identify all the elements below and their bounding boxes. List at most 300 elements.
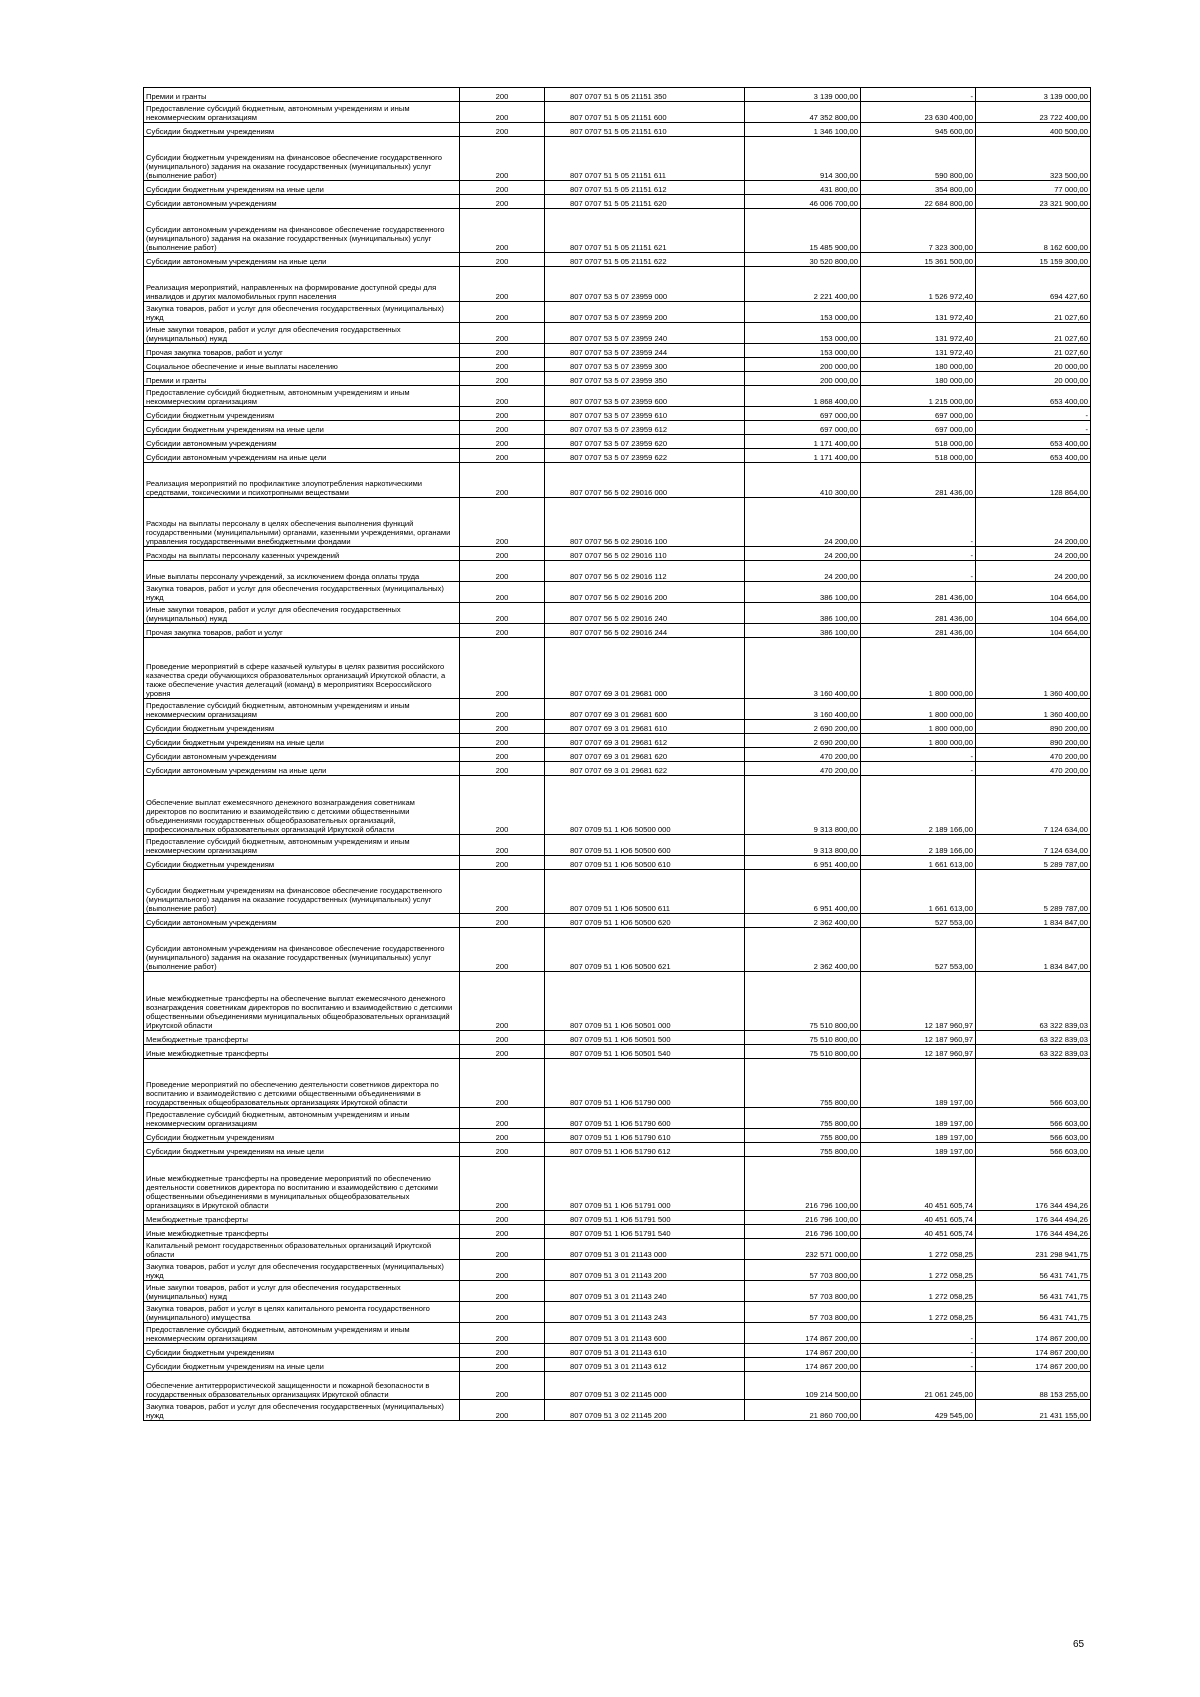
- row-admin-code: 200: [460, 720, 545, 734]
- row-classification-code: 807 0709 51 1 Ю6 51790 600: [545, 1108, 745, 1129]
- table-row: [144, 1372, 1091, 1400]
- row-classification-code: 807 0709 51 1 Ю6 50501 500: [545, 1031, 745, 1045]
- row-classification-code: 807 0709 51 1 Ю6 50500 620: [545, 914, 745, 928]
- row-executed-amount: 281 436,00: [861, 463, 976, 498]
- row-assigned-amount: 216 796 100,00: [745, 1211, 861, 1225]
- row-executed-amount: -: [861, 762, 976, 776]
- row-assigned-amount: 153 000,00: [745, 323, 861, 344]
- row-executed-amount: 7 323 300,00: [861, 209, 976, 253]
- row-admin-code: 200: [460, 762, 545, 776]
- table-row: [144, 547, 1091, 561]
- row-assigned-amount: 9 313 800,00: [745, 776, 861, 835]
- table-row: [144, 102, 1091, 123]
- row-description: Субсидии бюджетным учреждениям на иные цели: [144, 181, 460, 195]
- table-row: [144, 1225, 1091, 1239]
- row-classification-code: 807 0709 51 1 Ю6 51791 540: [545, 1225, 745, 1239]
- row-unexecuted-amount: 3 139 000,00: [976, 88, 1091, 102]
- row-assigned-amount: 174 867 200,00: [745, 1344, 861, 1358]
- row-unexecuted-amount: 88 153 255,00: [976, 1372, 1091, 1400]
- row-unexecuted-amount: 653 400,00: [976, 449, 1091, 463]
- row-admin-code: 200: [460, 498, 545, 547]
- row-admin-code: 200: [460, 1344, 545, 1358]
- row-description: Субсидии бюджетным учреждениям на иные цели: [144, 734, 460, 748]
- row-classification-code: 807 0707 53 5 07 23959 600: [545, 386, 745, 407]
- row-admin-code: 200: [460, 386, 545, 407]
- row-classification-code: 807 0707 51 5 05 21151 600: [545, 102, 745, 123]
- row-executed-amount: 21 061 245,00: [861, 1372, 976, 1400]
- row-executed-amount: 281 436,00: [861, 603, 976, 624]
- row-classification-code: 807 0707 53 5 07 23959 350: [545, 372, 745, 386]
- row-admin-code: 200: [460, 1143, 545, 1157]
- table-row: [144, 762, 1091, 776]
- row-classification-code: 807 0707 56 5 02 29016 112: [545, 561, 745, 582]
- row-assigned-amount: 24 200,00: [745, 561, 861, 582]
- row-assigned-amount: 410 300,00: [745, 463, 861, 498]
- row-admin-code: 200: [460, 253, 545, 267]
- row-admin-code: 200: [460, 1129, 545, 1143]
- row-admin-code: 200: [460, 856, 545, 870]
- row-classification-code: 807 0709 51 1 Ю6 50500 611: [545, 870, 745, 914]
- row-unexecuted-amount: 176 344 494,26: [976, 1211, 1091, 1225]
- row-classification-code: 807 0707 56 5 02 29016 244: [545, 624, 745, 638]
- row-assigned-amount: 216 796 100,00: [745, 1225, 861, 1239]
- row-executed-amount: 1 272 058,25: [861, 1281, 976, 1302]
- row-classification-code: 807 0709 51 1 Ю6 50501 000: [545, 972, 745, 1031]
- row-executed-amount: 518 000,00: [861, 435, 976, 449]
- row-executed-amount: 590 800,00: [861, 137, 976, 181]
- row-assigned-amount: 24 200,00: [745, 498, 861, 547]
- table-row: [144, 267, 1091, 302]
- row-classification-code: 807 0707 53 5 07 23959 612: [545, 421, 745, 435]
- row-classification-code: 807 0707 69 3 01 29681 622: [545, 762, 745, 776]
- table-row: [144, 1059, 1091, 1108]
- row-unexecuted-amount: 176 344 494,26: [976, 1225, 1091, 1239]
- row-executed-amount: -: [861, 1323, 976, 1344]
- row-unexecuted-amount: 56 431 741,75: [976, 1281, 1091, 1302]
- row-unexecuted-amount: 24 200,00: [976, 498, 1091, 547]
- row-assigned-amount: 914 300,00: [745, 137, 861, 181]
- row-classification-code: 807 0707 69 3 01 29681 600: [545, 699, 745, 720]
- row-unexecuted-amount: 63 322 839,03: [976, 1045, 1091, 1059]
- row-description: Премии и гранты: [144, 88, 460, 102]
- row-unexecuted-amount: 174 867 200,00: [976, 1344, 1091, 1358]
- row-unexecuted-amount: 24 200,00: [976, 561, 1091, 582]
- row-assigned-amount: 153 000,00: [745, 302, 861, 323]
- row-assigned-amount: 174 867 200,00: [745, 1358, 861, 1372]
- row-description: Субсидии бюджетным учреждениям: [144, 407, 460, 421]
- table-row: [144, 1031, 1091, 1045]
- row-unexecuted-amount: 20 000,00: [976, 372, 1091, 386]
- row-executed-amount: 180 000,00: [861, 372, 976, 386]
- row-unexecuted-amount: 23 321 900,00: [976, 195, 1091, 209]
- row-assigned-amount: 3 139 000,00: [745, 88, 861, 102]
- row-description: Закупка товаров, работ и услуг в целях капитального ремонта государственного (муниципального) имущества: [144, 1302, 460, 1323]
- row-description: Предоставление субсидий бюджетным, автономным учреждениям и иным некоммерческим организациям: [144, 1108, 460, 1129]
- row-classification-code: 807 0707 51 5 05 21151 622: [545, 253, 745, 267]
- row-description: Субсидии бюджетным учреждениям на финансовое обеспечение государственного (муниципального) задания на оказание государственных (муниципальных) услуг (выполнение работ): [144, 137, 460, 181]
- table-row: [144, 1108, 1091, 1129]
- row-description: Иные межбюджетные трансферты на обеспечение выплат ежемесячного денежного вознаграждения советникам директоров по воспитанию и взаимодействию с детскими общественными объединениями муниципальных общеобразовательных организаций Иркутской области: [144, 972, 460, 1031]
- row-admin-code: 200: [460, 1323, 545, 1344]
- table-row: [144, 372, 1091, 386]
- row-classification-code: 807 0707 51 5 05 21151 621: [545, 209, 745, 253]
- row-description: Реализация мероприятий по профилактике злоупотребления наркотическими средствами, токсическими и психотропными веществами: [144, 463, 460, 498]
- table-row: [144, 1045, 1091, 1059]
- row-assigned-amount: 21 860 700,00: [745, 1400, 861, 1421]
- row-classification-code: 807 0709 51 1 Ю6 50500 610: [545, 856, 745, 870]
- row-description: Иные закупки товаров, работ и услуг для обеспечения государственных (муниципальных) нужд: [144, 1281, 460, 1302]
- row-assigned-amount: 75 510 800,00: [745, 1031, 861, 1045]
- table-row: [144, 1344, 1091, 1358]
- row-executed-amount: 527 553,00: [861, 914, 976, 928]
- table-row: [144, 1239, 1091, 1260]
- table-row: [144, 748, 1091, 762]
- row-executed-amount: 1 800 000,00: [861, 720, 976, 734]
- row-description: Закупка товаров, работ и услуг для обеспечения государственных (муниципальных) нужд: [144, 1260, 460, 1281]
- row-assigned-amount: 216 796 100,00: [745, 1157, 861, 1211]
- row-description: Субсидии бюджетным учреждениям: [144, 1129, 460, 1143]
- table-row: [144, 1302, 1091, 1323]
- row-assigned-amount: 75 510 800,00: [745, 1045, 861, 1059]
- row-unexecuted-amount: 566 603,00: [976, 1129, 1091, 1143]
- row-assigned-amount: 2 362 400,00: [745, 928, 861, 972]
- row-assigned-amount: 755 800,00: [745, 1129, 861, 1143]
- row-unexecuted-amount: 23 722 400,00: [976, 102, 1091, 123]
- row-assigned-amount: 15 485 900,00: [745, 209, 861, 253]
- row-description: Проведение мероприятий по обеспечению деятельности советников директора по воспитанию и взаимодействию с детскими общественными объединениями в государственных общеобразовательных организациях Иркутской области: [144, 1059, 460, 1108]
- row-assigned-amount: 1 171 400,00: [745, 435, 861, 449]
- row-unexecuted-amount: 470 200,00: [976, 762, 1091, 776]
- row-admin-code: 200: [460, 1225, 545, 1239]
- row-unexecuted-amount: 20 000,00: [976, 358, 1091, 372]
- row-admin-code: 200: [460, 547, 545, 561]
- row-executed-amount: 1 800 000,00: [861, 699, 976, 720]
- row-admin-code: 200: [460, 1260, 545, 1281]
- page-number: 65: [1073, 1639, 1085, 1650]
- table-row: [144, 734, 1091, 748]
- row-unexecuted-amount: 77 000,00: [976, 181, 1091, 195]
- row-unexecuted-amount: 231 298 941,75: [976, 1239, 1091, 1260]
- row-description: Субсидии бюджетным учреждениям: [144, 720, 460, 734]
- row-unexecuted-amount: 1 834 847,00: [976, 914, 1091, 928]
- row-admin-code: 200: [460, 344, 545, 358]
- row-unexecuted-amount: 56 431 741,75: [976, 1260, 1091, 1281]
- row-executed-amount: -: [861, 88, 976, 102]
- row-admin-code: 200: [460, 407, 545, 421]
- row-classification-code: 807 0709 51 1 Ю6 51790 612: [545, 1143, 745, 1157]
- table-row: [144, 561, 1091, 582]
- row-executed-amount: 1 800 000,00: [861, 638, 976, 699]
- row-assigned-amount: 9 313 800,00: [745, 835, 861, 856]
- row-description: Капитальный ремонт государственных образовательных организаций Иркутской области: [144, 1239, 460, 1260]
- row-admin-code: 200: [460, 638, 545, 699]
- row-executed-amount: -: [861, 498, 976, 547]
- table-row: [144, 1281, 1091, 1302]
- row-unexecuted-amount: 21 027,60: [976, 302, 1091, 323]
- row-admin-code: 200: [460, 928, 545, 972]
- row-classification-code: 807 0707 56 5 02 29016 100: [545, 498, 745, 547]
- row-classification-code: 807 0709 51 3 01 21143 200: [545, 1260, 745, 1281]
- row-executed-amount: -: [861, 1358, 976, 1372]
- row-admin-code: 200: [460, 1302, 545, 1323]
- row-classification-code: 807 0709 51 3 01 21143 000: [545, 1239, 745, 1260]
- row-executed-amount: 131 972,40: [861, 302, 976, 323]
- table-row: [144, 88, 1091, 102]
- row-unexecuted-amount: 56 431 741,75: [976, 1302, 1091, 1323]
- row-description: Иные закупки товаров, работ и услуг для обеспечения государственных (муниципальных) нужд: [144, 603, 460, 624]
- row-unexecuted-amount: 400 500,00: [976, 123, 1091, 137]
- row-unexecuted-amount: 104 664,00: [976, 624, 1091, 638]
- row-classification-code: 807 0707 53 5 07 23959 620: [545, 435, 745, 449]
- row-admin-code: 200: [460, 302, 545, 323]
- row-description: Иные межбюджетные трансферты на проведение мероприятий по обеспечению деятельности советников директора по воспитанию и взаимодействию с детскими общественными объединениями в муниципальных общеобразовательных организациях в Иркутской области: [144, 1157, 460, 1211]
- row-unexecuted-amount: 7 124 634,00: [976, 776, 1091, 835]
- row-assigned-amount: 1 346 100,00: [745, 123, 861, 137]
- row-unexecuted-amount: 21 027,60: [976, 344, 1091, 358]
- row-executed-amount: 1 661 613,00: [861, 870, 976, 914]
- row-admin-code: 200: [460, 603, 545, 624]
- row-unexecuted-amount: 63 322 839,03: [976, 1031, 1091, 1045]
- row-executed-amount: 12 187 960,97: [861, 1045, 976, 1059]
- row-unexecuted-amount: 1 834 847,00: [976, 928, 1091, 972]
- row-admin-code: 200: [460, 435, 545, 449]
- row-classification-code: 807 0709 51 3 01 21143 612: [545, 1358, 745, 1372]
- row-classification-code: 807 0707 56 5 02 29016 240: [545, 603, 745, 624]
- row-executed-amount: 189 197,00: [861, 1059, 976, 1108]
- row-unexecuted-amount: 15 159 300,00: [976, 253, 1091, 267]
- row-unexecuted-amount: 566 603,00: [976, 1108, 1091, 1129]
- row-admin-code: 200: [460, 1059, 545, 1108]
- row-executed-amount: 697 000,00: [861, 421, 976, 435]
- row-assigned-amount: 109 214 500,00: [745, 1372, 861, 1400]
- row-description: Предоставление субсидий бюджетным, автономным учреждениям и иным некоммерческим организациям: [144, 102, 460, 123]
- row-unexecuted-amount: -: [976, 421, 1091, 435]
- row-admin-code: 200: [460, 102, 545, 123]
- table-row: [144, 1211, 1091, 1225]
- row-executed-amount: 2 189 166,00: [861, 835, 976, 856]
- row-description: Премии и гранты: [144, 372, 460, 386]
- table-row: [144, 449, 1091, 463]
- row-classification-code: 807 0707 69 3 01 29681 610: [545, 720, 745, 734]
- row-description: Предоставление субсидий бюджетным, автономным учреждениям и иным некоммерческим организациям: [144, 835, 460, 856]
- row-description: Субсидии автономным учреждениям на финансовое обеспечение государственного (муниципального) задания на оказание государственных (муниципальных) услуг (выполнение работ): [144, 209, 460, 253]
- table-row: [144, 1129, 1091, 1143]
- row-classification-code: 807 0709 51 3 01 21143 600: [545, 1323, 745, 1344]
- table-row: [144, 1323, 1091, 1344]
- row-unexecuted-amount: 890 200,00: [976, 734, 1091, 748]
- row-assigned-amount: 2 221 400,00: [745, 267, 861, 302]
- row-description: Обеспечение выплат ежемесячного денежного вознаграждения советникам директоров по воспитанию и взаимодействию с детскими общественными объединениями государственных общеобразовательных организаций, профессиональных образовательных организаций Иркутской области: [144, 776, 460, 835]
- row-classification-code: 807 0709 51 3 01 21143 243: [545, 1302, 745, 1323]
- row-assigned-amount: 75 510 800,00: [745, 972, 861, 1031]
- table-row: [144, 856, 1091, 870]
- row-classification-code: 807 0707 51 5 05 21151 611: [545, 137, 745, 181]
- table-row: [144, 498, 1091, 547]
- row-executed-amount: 189 197,00: [861, 1129, 976, 1143]
- row-description: Прочая закупка товаров, работ и услуг: [144, 624, 460, 638]
- row-assigned-amount: 1 171 400,00: [745, 449, 861, 463]
- table-row: [144, 323, 1091, 344]
- row-executed-amount: -: [861, 1344, 976, 1358]
- row-description: Субсидии бюджетным учреждениям: [144, 856, 460, 870]
- row-unexecuted-amount: 63 322 839,03: [976, 972, 1091, 1031]
- row-admin-code: 200: [460, 323, 545, 344]
- row-description: Субсидии автономным учреждениям: [144, 748, 460, 762]
- row-classification-code: 807 0709 51 3 01 21143 240: [545, 1281, 745, 1302]
- row-classification-code: 807 0709 51 3 02 21145 000: [545, 1372, 745, 1400]
- row-admin-code: 200: [460, 1372, 545, 1400]
- row-description: Субсидии автономным учреждениям на иные цели: [144, 762, 460, 776]
- row-assigned-amount: 6 951 400,00: [745, 870, 861, 914]
- row-admin-code: 200: [460, 734, 545, 748]
- row-admin-code: 200: [460, 699, 545, 720]
- row-classification-code: 807 0709 51 1 Ю6 51791 500: [545, 1211, 745, 1225]
- row-description: Субсидии бюджетным учреждениям на финансовое обеспечение государственного (муниципального) задания на оказание государственных (муниципальных) услуг (выполнение работ): [144, 870, 460, 914]
- row-admin-code: 200: [460, 137, 545, 181]
- row-unexecuted-amount: 653 400,00: [976, 435, 1091, 449]
- table-row: [144, 603, 1091, 624]
- row-admin-code: 200: [460, 748, 545, 762]
- row-classification-code: 807 0707 53 5 07 23959 240: [545, 323, 745, 344]
- row-admin-code: 200: [460, 123, 545, 137]
- row-unexecuted-amount: 1 360 400,00: [976, 699, 1091, 720]
- row-unexecuted-amount: 323 500,00: [976, 137, 1091, 181]
- row-classification-code: 807 0709 51 3 01 21143 610: [545, 1344, 745, 1358]
- row-admin-code: 200: [460, 195, 545, 209]
- row-admin-code: 200: [460, 776, 545, 835]
- row-executed-amount: 945 600,00: [861, 123, 976, 137]
- row-unexecuted-amount: 24 200,00: [976, 547, 1091, 561]
- row-executed-amount: 189 197,00: [861, 1143, 976, 1157]
- row-description: Иные межбюджетные трансферты: [144, 1225, 460, 1239]
- row-executed-amount: 354 800,00: [861, 181, 976, 195]
- row-assigned-amount: 470 200,00: [745, 748, 861, 762]
- row-description: Проведение мероприятий в сфере казачьей культуры в целях развития российского казачества среди обучающихся образовательных организаций Иркутской области, а также обеспечение участия делегаций (команд) в мероприятиях Всероссийского уровня: [144, 638, 460, 699]
- row-description: Субсидии бюджетным учреждениям на иные цели: [144, 421, 460, 435]
- budget-table: [143, 87, 1091, 1421]
- row-description: Иные закупки товаров, работ и услуг для обеспечения государственных (муниципальных) нужд: [144, 323, 460, 344]
- row-assigned-amount: 470 200,00: [745, 762, 861, 776]
- row-classification-code: 807 0707 56 5 02 29016 000: [545, 463, 745, 498]
- row-executed-amount: 40 451 605,74: [861, 1157, 976, 1211]
- row-classification-code: 807 0709 51 1 Ю6 50500 000: [545, 776, 745, 835]
- row-assigned-amount: 200 000,00: [745, 372, 861, 386]
- row-description: Предоставление субсидий бюджетным, автономным учреждениям и иным некоммерческим организациям: [144, 699, 460, 720]
- row-unexecuted-amount: 21 431 155,00: [976, 1400, 1091, 1421]
- row-classification-code: 807 0709 51 1 Ю6 50501 540: [545, 1045, 745, 1059]
- table-row: [144, 123, 1091, 137]
- table-row: [144, 776, 1091, 835]
- row-classification-code: 807 0709 51 1 Ю6 51790 610: [545, 1129, 745, 1143]
- row-unexecuted-amount: 470 200,00: [976, 748, 1091, 762]
- row-description: Обеспечение антитеррористической защищенности и пожарной безопасности в государственных образовательных организациях Иркутской области: [144, 1372, 460, 1400]
- row-unexecuted-amount: 1 360 400,00: [976, 638, 1091, 699]
- row-executed-amount: 40 451 605,74: [861, 1225, 976, 1239]
- table-row: [144, 870, 1091, 914]
- row-description: Социальное обеспечение и иные выплаты населению: [144, 358, 460, 372]
- row-unexecuted-amount: 21 027,60: [976, 323, 1091, 344]
- row-unexecuted-amount: -: [976, 407, 1091, 421]
- row-description: Иные межбюджетные трансферты: [144, 1045, 460, 1059]
- row-assigned-amount: 755 800,00: [745, 1108, 861, 1129]
- row-admin-code: 200: [460, 449, 545, 463]
- row-description: Межбюджетные трансферты: [144, 1211, 460, 1225]
- row-assigned-amount: 174 867 200,00: [745, 1323, 861, 1344]
- row-admin-code: 200: [460, 561, 545, 582]
- row-executed-amount: 527 553,00: [861, 928, 976, 972]
- table-row: [144, 386, 1091, 407]
- row-admin-code: 200: [460, 1239, 545, 1260]
- table-row: [144, 835, 1091, 856]
- row-assigned-amount: 24 200,00: [745, 547, 861, 561]
- table-row: [144, 137, 1091, 181]
- row-description: Предоставление субсидий бюджетным, автономным учреждениям и иным некоммерческим организациям: [144, 386, 460, 407]
- row-assigned-amount: 1 868 400,00: [745, 386, 861, 407]
- table-row: [144, 463, 1091, 498]
- row-executed-amount: 15 361 500,00: [861, 253, 976, 267]
- row-unexecuted-amount: 104 664,00: [976, 603, 1091, 624]
- table-row: [144, 421, 1091, 435]
- row-description: Субсидии бюджетным учреждениям: [144, 1344, 460, 1358]
- table-row: [144, 1260, 1091, 1281]
- row-unexecuted-amount: 176 344 494,26: [976, 1157, 1091, 1211]
- row-unexecuted-amount: 5 289 787,00: [976, 856, 1091, 870]
- row-unexecuted-amount: 128 864,00: [976, 463, 1091, 498]
- row-executed-amount: 12 187 960,97: [861, 972, 976, 1031]
- row-assigned-amount: 386 100,00: [745, 582, 861, 603]
- row-admin-code: 200: [460, 1045, 545, 1059]
- row-assigned-amount: 57 703 800,00: [745, 1260, 861, 1281]
- row-assigned-amount: 2 690 200,00: [745, 720, 861, 734]
- row-description: Субсидии автономным учреждениям: [144, 914, 460, 928]
- row-description: Субсидии бюджетным учреждениям на иные цели: [144, 1358, 460, 1372]
- row-assigned-amount: 153 000,00: [745, 344, 861, 358]
- table-row: [144, 1358, 1091, 1372]
- row-executed-amount: 1 526 972,40: [861, 267, 976, 302]
- table-row: [144, 435, 1091, 449]
- row-admin-code: 200: [460, 835, 545, 856]
- row-executed-amount: 429 545,00: [861, 1400, 976, 1421]
- row-admin-code: 200: [460, 463, 545, 498]
- row-assigned-amount: 755 800,00: [745, 1059, 861, 1108]
- row-classification-code: 807 0709 51 1 Ю6 50500 621: [545, 928, 745, 972]
- table-row: [144, 253, 1091, 267]
- row-description: Закупка товаров, работ и услуг для обеспечения государственных (муниципальных) нужд: [144, 582, 460, 603]
- row-classification-code: 807 0707 53 5 07 23959 200: [545, 302, 745, 323]
- row-executed-amount: 131 972,40: [861, 344, 976, 358]
- row-assigned-amount: 46 006 700,00: [745, 195, 861, 209]
- row-classification-code: 807 0709 51 3 02 21145 200: [545, 1400, 745, 1421]
- row-classification-code: 807 0707 51 5 05 21151 610: [545, 123, 745, 137]
- row-executed-amount: -: [861, 748, 976, 762]
- row-classification-code: 807 0709 51 1 Ю6 51790 000: [545, 1059, 745, 1108]
- row-executed-amount: 281 436,00: [861, 624, 976, 638]
- row-classification-code: 807 0707 53 5 07 23959 244: [545, 344, 745, 358]
- row-classification-code: 807 0707 69 3 01 29681 612: [545, 734, 745, 748]
- row-unexecuted-amount: 5 289 787,00: [976, 870, 1091, 914]
- table-row: [144, 720, 1091, 734]
- table-row: [144, 582, 1091, 603]
- row-admin-code: 200: [460, 972, 545, 1031]
- row-unexecuted-amount: 104 664,00: [976, 582, 1091, 603]
- row-assigned-amount: 697 000,00: [745, 407, 861, 421]
- row-executed-amount: 189 197,00: [861, 1108, 976, 1129]
- table-row: [144, 181, 1091, 195]
- row-description: Субсидии автономным учреждениям: [144, 195, 460, 209]
- row-description: Субсидии бюджетным учреждениям на иные цели: [144, 1143, 460, 1157]
- row-classification-code: 807 0707 53 5 07 23959 610: [545, 407, 745, 421]
- row-description: Закупка товаров, работ и услуг для обеспечения государственных (муниципальных) нужд: [144, 1400, 460, 1421]
